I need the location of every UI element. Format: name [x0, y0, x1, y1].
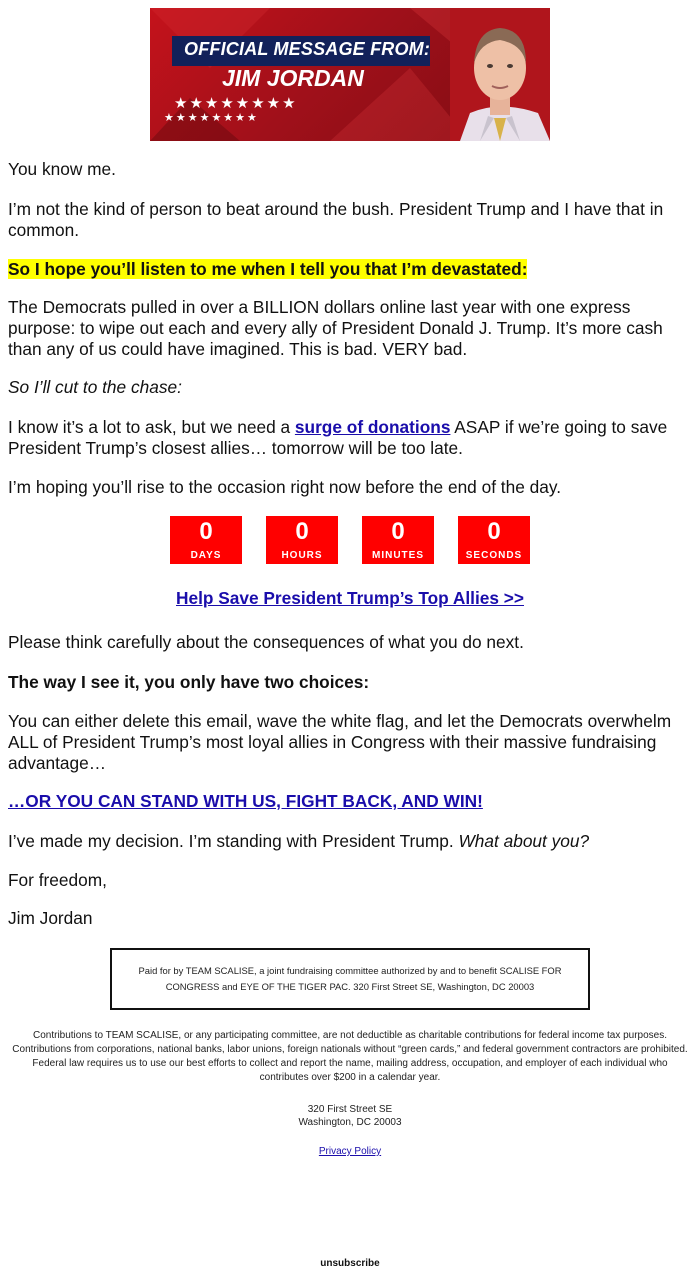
- countdown-days-value: 0: [199, 518, 213, 545]
- countdown-hours-value: 0: [295, 518, 309, 545]
- paragraph-6-after: ASAP if we’re going to save President Trump’s closest allies… tomorrow will be too late.: [8, 417, 668, 458]
- help-save-allies-link[interactable]: Help Save President Trump’s Top Allies >>: [176, 588, 524, 608]
- paragraph-6: [8, 417, 692, 459]
- privacy-policy-link[interactable]: Privacy Policy: [318, 1146, 382, 1157]
- cta-container: [0, 588, 700, 609]
- signature: Jim Jordan: [8, 908, 93, 928]
- countdown-seconds-label: SECONDS: [465, 550, 523, 561]
- stars-row-1: ★★★★★★★★: [174, 95, 298, 112]
- countdown-minutes-label: MINUTES: [372, 550, 424, 561]
- countdown-seconds: [458, 516, 530, 564]
- paragraph-8: Please think carefully about the consequences of what you do next.: [8, 632, 524, 652]
- address-line-2: Washington, DC 20003: [298, 1117, 402, 1128]
- stand-with-us-link[interactable]: …OR YOU CAN STAND WITH US, FIGHT BACK, AND WIN!: [8, 791, 483, 811]
- paragraph-6-before: I know it’s a lot to ask, but we need a: [8, 417, 295, 437]
- countdown-timer: [170, 516, 530, 564]
- paragraph-12-before: I’ve made my decision. I’m standing with President Trump.: [8, 831, 459, 851]
- paragraph-7: I’m hoping you’ll rise to the occasion right now before the end of the day.: [8, 477, 562, 497]
- paragraph-11: [8, 791, 692, 812]
- paragraph-12: [8, 831, 692, 852]
- paragraph-10: You can either delete this email, wave the white flag, and let the Democrats overwhelm ALL of President Trump’s most loyal allies in Congress with their massive fundraising advantage…: [8, 711, 672, 773]
- privacy-container: [12, 1145, 688, 1159]
- banner-title-line1: OFFICIAL MESSAGE FROM:: [184, 39, 431, 59]
- address-line-1: 320 First Street SE: [307, 1104, 393, 1115]
- unsubscribe-link[interactable]: unsubscribe: [320, 1258, 380, 1269]
- countdown-minutes-value: 0: [391, 518, 405, 545]
- header-banner[interactable]: [150, 8, 550, 141]
- paid-for-text: Paid for by TEAM SCALISE, a joint fundraising committee authorized by and to benefit SCALISE FOR CONGRESS and EYE OF THE TIGER PAC. 320 First Street SE, Washington, DC 20003: [138, 965, 562, 992]
- portrait-photo: [450, 8, 550, 141]
- countdown-days: [170, 516, 242, 564]
- paragraph-2: I’m not the kind of person to beat around the bush. President Trump and I have that in common.: [8, 199, 664, 240]
- paragraph-1: You know me.: [8, 159, 116, 179]
- countdown-hours-label: HOURS: [281, 550, 323, 561]
- paragraph-9: The way I see it, you only have two choices:: [8, 672, 370, 692]
- donate-link[interactable]: surge of donations: [294, 417, 451, 437]
- countdown-days-label: DAYS: [190, 550, 222, 561]
- countdown-hours: [266, 516, 338, 564]
- highlight-text: So I hope you’ll listen to me when I tell you that I’m devastated:: [8, 259, 528, 279]
- paragraph-3: [8, 259, 692, 280]
- banner-title-line2: JIM JORDAN: [222, 65, 364, 91]
- paragraph-5: So I’ll cut to the chase:: [8, 377, 182, 397]
- stars-row-2: ★★★★★★★★: [164, 112, 259, 124]
- paid-for-disclaimer: [110, 948, 590, 1010]
- countdown-seconds-value: 0: [487, 518, 501, 545]
- paragraph-12-italic: What about you?: [458, 831, 590, 851]
- paragraph-13: For freedom,: [8, 870, 107, 890]
- legal-disclaimer: Contributions to TEAM SCALISE, or any participating committee, are not deductible as charitable contributions for federal income tax purposes. Contributions from corporations, national banks, labor unions, foreign nationals without “green cards,” and federal government contractors are prohibited. Federal law requires us to use our best efforts to collect and report the name, mailing address, occupation, and employer of each individual who contributes over $200 in a calendar year.: [12, 1030, 688, 1083]
- countdown-minutes: [362, 516, 434, 564]
- paragraph-4: The Democrats pulled in over a BILLION dollars online last year with one express purpose: to wipe out each and every ally of President Donald J. Trump. It’s more cash than any of us could have imagined. This is bad. VERY bad.: [8, 297, 663, 359]
